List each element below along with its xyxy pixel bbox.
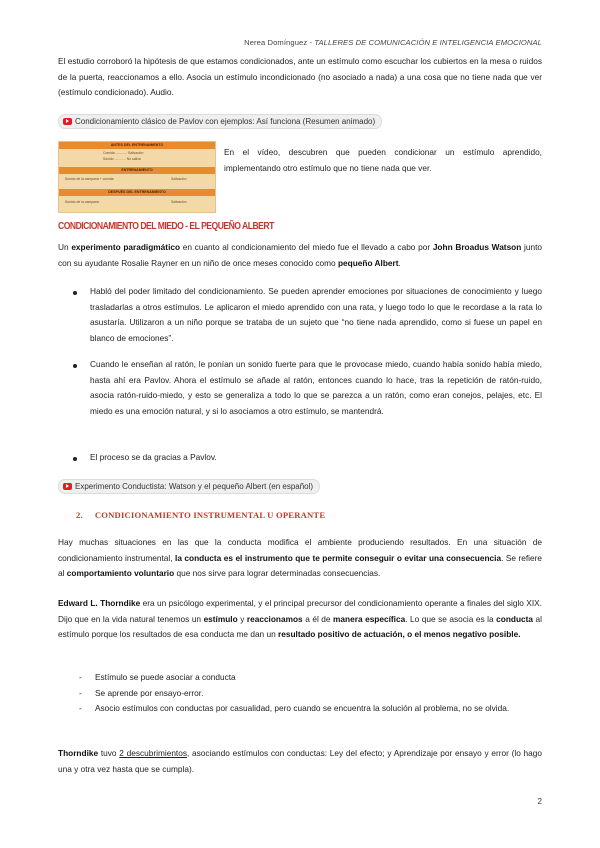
page-header xyxy=(244,38,542,47)
video-link-label: Condicionamiento clásico de Pavlov con ejemplos: Así funciona (Resumen animado) xyxy=(75,117,376,126)
youtube-icon xyxy=(63,483,72,490)
thumb-line: Sonido ............ No saliva xyxy=(103,157,141,161)
thumb-band-before: ANTES DEL ENTRENAMIENTO xyxy=(59,142,215,149)
bullet-item: Cuando le enseñan al ratón, le ponían un sonido fuerte para que le provocase miedo, cuando había sonido había miedo, hasta ahí era Pavlov. Ahora el estímulo se añade al ratón, entonces cuando lo hace, tras la repetición de ratón-ruido, asocia ratón-ruido-miedo, y esto se generaliza a todo lo que se parezca a un ratón, como eran conejos, pelajes, etc. El miedo es una emoción natural, y si lo asociamos a otro estímulo, se mantendrá. xyxy=(90,359,542,416)
youtube-icon xyxy=(63,118,72,125)
video-link-pavlov[interactable] xyxy=(58,114,382,129)
thumb-line: Salivación xyxy=(171,177,187,181)
video-description: En el vídeo, descubren que pueden condicionar un estímulo aprendido, implementando otro estímulo que no tiene nada que ver. xyxy=(224,147,542,173)
video-thumbnail[interactable] xyxy=(58,141,216,213)
dash-marker: - xyxy=(79,688,82,698)
thorndike-paragraph: Edward L. Thorndike era un psicólogo experimental, y el principal precursor del condicionamiento operante a finales del siglo XIX. Dijo que en la vida natural tenemos un estímulo y reaccionamos a él de manera específica. Lo que se asocia es la conducta al estímulo porque los resultados de esa conducta me dan un resultado positivo de actuación, o el menos negativo posible. xyxy=(58,598,543,639)
bullet-item: El proceso se da gracias a Pavlov. xyxy=(90,452,217,462)
section-title-albert: CONDICIONAMIENTO DEL MIEDO - EL PEQUEÑO ALBERT xyxy=(58,221,274,232)
final-paragraph: Thorndike tuvo 2 descubrimientos, asociando estímulos con conductas: Ley del efecto; y Aprendizaje por ensayo y error (lo hago una y otra vez hasta que se cumpla). xyxy=(58,748,543,774)
bullet-dot xyxy=(73,291,77,295)
thumb-line: Sonido de la campana + comida xyxy=(65,177,114,181)
section-title-text: CONDICIONAMIENTO INSTRUMENTAL U OPERANTE xyxy=(94,510,326,520)
dash-item: Asocio estímulos con conductas por casualidad, pero cuando se encuentra la solución al problema, no se olvida. xyxy=(95,703,510,713)
thumb-line: Comida ............ Salivación xyxy=(103,151,144,155)
section-title-instrumental xyxy=(76,510,325,520)
albert-paragraph: Un experimento paradigmático en cuanto al condicionamiento del miedo fue el llevado a cabo por John Broadus Watson junto con su ayudante Rosalie Rayner en un niño de once meses conocido como pequeño Albert. xyxy=(58,242,543,268)
header-title: TALLERES DE COMUNICACIÓN E INTELIGENCIA EMOCIONAL xyxy=(314,38,542,47)
thumb-line: Salivación xyxy=(171,200,187,204)
bullet-dot xyxy=(73,364,77,368)
dash-item: Se aprende por ensayo-error. xyxy=(95,688,204,698)
bullet-dot xyxy=(73,457,77,461)
thumb-band-training: ENTRENAMIENTO xyxy=(59,167,215,174)
dash-marker: - xyxy=(79,672,82,682)
page-number: 2 xyxy=(537,797,542,806)
thumb-band-after: DESPUÉS DEL ENTRENAMIENTO xyxy=(59,189,215,196)
video-link-label: Experimento Conductista: Watson y el pequeño Albert (en español) xyxy=(75,482,314,491)
dash-item: Estímulo se puede asociar a conducta xyxy=(95,672,236,682)
header-author: Nerea Domínguez - xyxy=(244,38,315,47)
dash-marker: - xyxy=(79,703,82,713)
section-number: 2. xyxy=(76,510,83,520)
instrumental-paragraph: Hay muchas situaciones en las que la conducta modifica el ambiente produciendo resultados. En una situación de condicionamiento instrumental, la conducta es el instrumento que te permite conseguir o evitar una consecuencia. Se refiere al comportamiento voluntario que nos sirve para lograr determinadas consecuencias. xyxy=(58,537,542,578)
video-link-albert[interactable] xyxy=(58,479,320,494)
thumb-line: Sonido de la campana xyxy=(65,200,99,204)
bullet-item: Habló del poder limitado del condicionamiento. Se pueden aprender emociones por situaciones de conocimiento y luego trasladarlas a otros estímulos. Le aplicaron el miedo aprendido con una rata, y luego todo lo que le recordase a la rata lo asustaría. Utilizaron a un niño porque se trataba de un sujeto que “no tiene nada aprendido, como si fuese un papel en blanco de emociones”. xyxy=(90,286,542,343)
intro-paragraph: El estudio corroboró la hipótesis de que estamos condicionados, ante un estímulo como escuchar los cubiertos en la mesa o ruidos de la puerta, reaccionamos a ello. Asocia un estímulo incondicionado (no asociado a nada) a una cosa que no tiene nada que ver (estímulo condicionado). Audio. xyxy=(58,56,542,97)
